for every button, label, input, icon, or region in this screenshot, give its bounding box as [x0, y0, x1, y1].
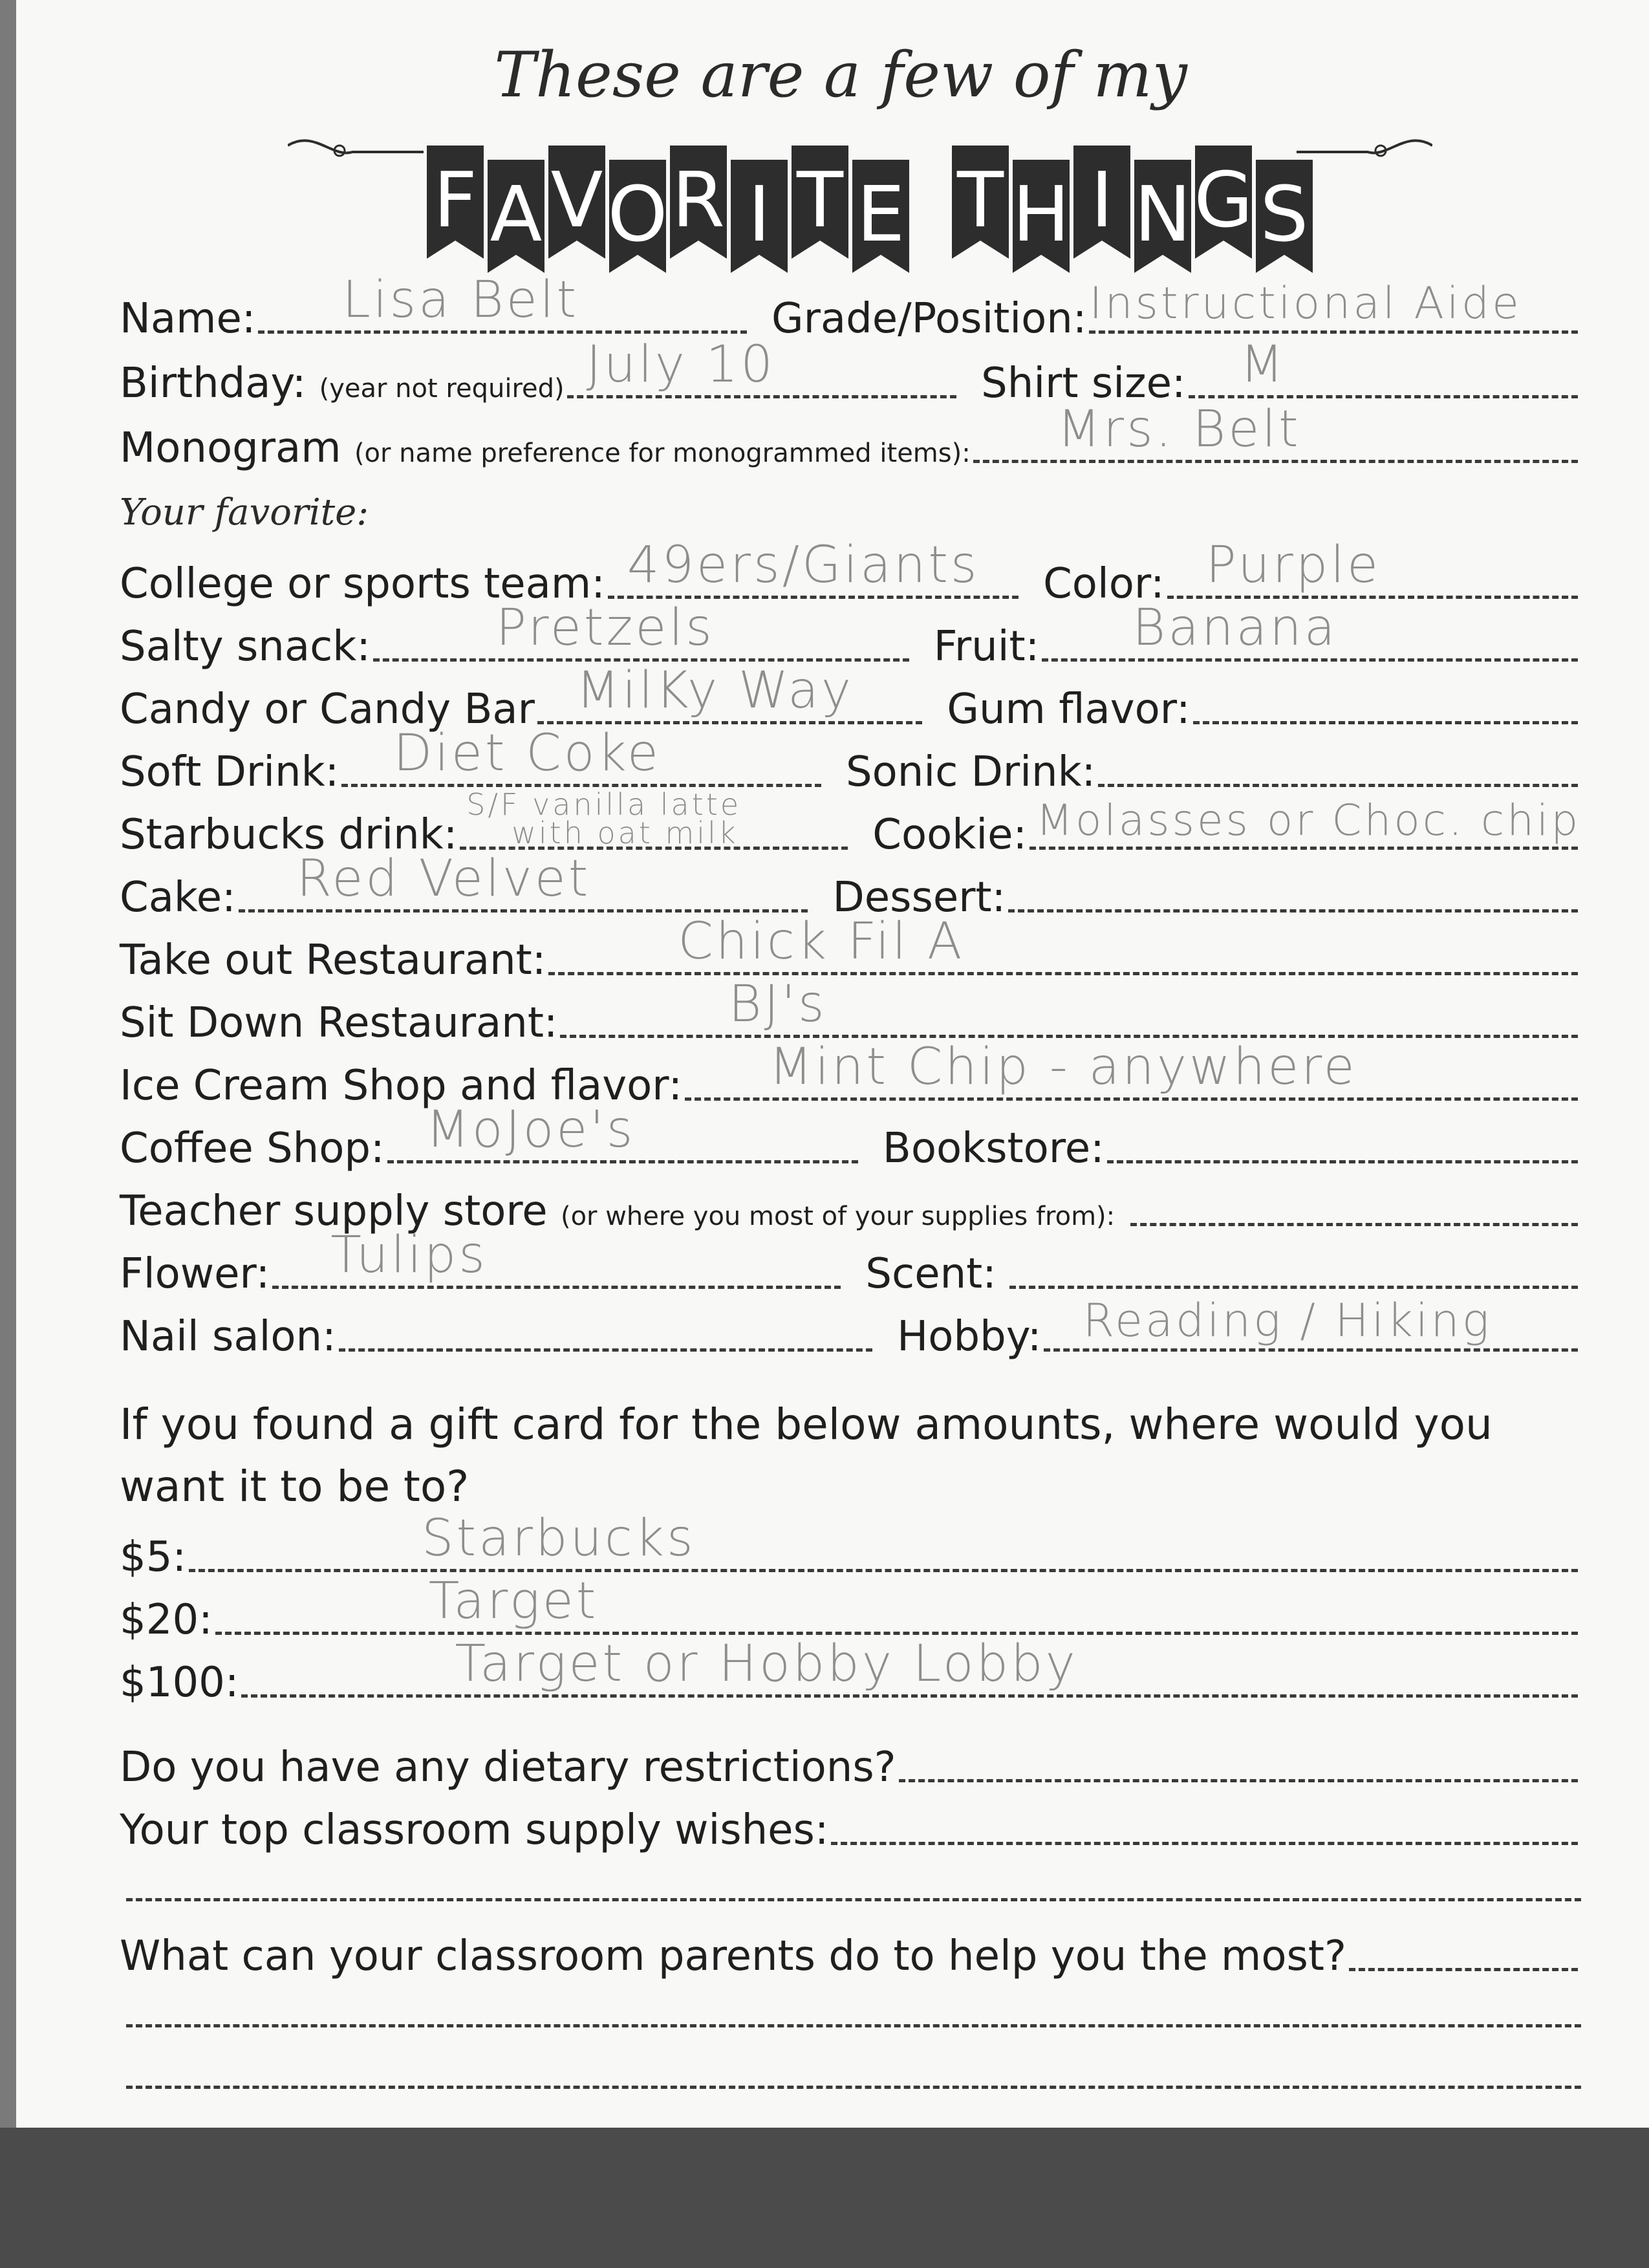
parents-extra-line-2[interactable]	[126, 2086, 1581, 2089]
salty-field[interactable]	[373, 599, 909, 662]
icecream-label: Ice Cream Shop and flavor:	[120, 1062, 683, 1110]
pennant-letter: T	[956, 155, 1004, 244]
dietary-label: Do you have any dietary restrictions?	[120, 1744, 896, 1791]
candy-field[interactable]	[537, 662, 922, 724]
pennant-letter: T	[796, 155, 844, 244]
shirt-field[interactable]	[1189, 336, 1579, 398]
starbucks-value-line1: S/F vanilla latte	[466, 787, 742, 822]
row-soft-sonic	[120, 724, 1584, 796]
gift-100-value: Target or Hobby Lobby	[455, 1635, 1078, 1693]
pennant-letter: G	[1194, 155, 1253, 244]
giftcard-question: If you found a gift card for the below amounts, where would you want it to be to?	[120, 1399, 1493, 1511]
row-takeout	[120, 913, 1584, 984]
starbucks-field[interactable]	[460, 787, 848, 850]
gift-20-field[interactable]	[215, 1572, 1578, 1635]
pennant-letter: S	[1260, 169, 1309, 259]
dietary-field[interactable]	[899, 1740, 1578, 1782]
nail-field[interactable]	[339, 1310, 873, 1352]
row-dietary	[120, 1733, 1584, 1791]
salty-value: Pretzels	[495, 599, 715, 657]
takeout-value: Chick Fil A	[678, 913, 965, 971]
cake-value: Red Velvet	[296, 850, 591, 908]
gift-20-value: Target	[428, 1572, 599, 1630]
grade-value: Instructional Aide	[1089, 278, 1522, 329]
bookstore-label: Bookstore:	[882, 1125, 1105, 1172]
fruit-label: Fruit:	[933, 623, 1040, 671]
banner-pennants	[427, 146, 1313, 273]
row-coffee-bookstore	[120, 1101, 1584, 1172]
parents-extra-line-1[interactable]	[126, 2024, 1581, 2027]
candy-label: Candy or Candy Bar	[120, 686, 535, 733]
pennant-letter: V	[550, 155, 603, 244]
hobby-field[interactable]	[1044, 1294, 1578, 1352]
gift-20-label: $20:	[120, 1596, 213, 1644]
name-label: Name:	[120, 295, 256, 343]
team-value: 49ers/Giants	[627, 536, 980, 594]
row-candy-gum	[120, 662, 1584, 733]
row-team-color	[120, 536, 1584, 608]
cookie-value: Molasses or Choc. chip	[1036, 795, 1581, 845]
monogram-value: Mrs. Belt	[1057, 400, 1301, 459]
starbucks-value-line2: with oat milk	[512, 815, 738, 850]
soft-drink-field[interactable]	[341, 724, 821, 787]
coffee-field[interactable]	[387, 1101, 858, 1163]
gum-field[interactable]	[1193, 682, 1578, 724]
grade-field[interactable]	[1089, 278, 1578, 334]
dessert-label: Dessert:	[832, 874, 1006, 922]
scan-edge	[0, 0, 16, 2128]
row-icecream	[120, 1038, 1584, 1110]
soft-drink-value: Diet Coke	[393, 724, 661, 783]
fruit-value: Banana	[1132, 599, 1338, 657]
pennant-letter: F	[433, 155, 477, 244]
row-parents	[120, 1922, 1584, 1980]
candy-value: MilKy Way	[576, 662, 854, 720]
supply-note: (or where you most of your supplies from):	[560, 1202, 1116, 1231]
nail-label: Nail salon:	[120, 1313, 336, 1361]
row-wishes	[120, 1796, 1584, 1854]
cake-field[interactable]	[239, 850, 808, 913]
birthday-note: (year not required)	[319, 374, 565, 404]
cookie-label: Cookie:	[872, 811, 1028, 859]
sonic-field[interactable]	[1098, 745, 1578, 787]
starbucks-label: Starbucks drink:	[120, 811, 458, 859]
monogram-field[interactable]	[973, 400, 1578, 463]
takeout-label: Take out Restaurant:	[120, 936, 546, 984]
icecream-value: Mint Chip - anywhere	[769, 1038, 1357, 1096]
row-birthday	[120, 336, 1584, 407]
pennant-letter: N	[1134, 169, 1192, 259]
pennant-letter: E	[856, 169, 905, 259]
sonic-label: Sonic Drink:	[845, 748, 1096, 796]
shirt-value: M	[1240, 336, 1286, 394]
cake-label: Cake:	[120, 874, 236, 922]
birthday-label: Birthday: (year not required)	[120, 360, 565, 407]
scent-field[interactable]	[1009, 1247, 1578, 1289]
team-label: College or sports team:	[120, 560, 605, 608]
scent-label: Scent:	[865, 1250, 997, 1298]
name-value: Lisa Belt	[342, 271, 579, 329]
pennant-letter: O	[607, 169, 668, 259]
shirt-label: Shirt size:	[981, 360, 1186, 407]
row-name	[120, 271, 1584, 343]
wishes-field[interactable]	[831, 1803, 1578, 1845]
pennant-letter: A	[490, 169, 543, 259]
sitdown-label: Sit Down Restaurant:	[120, 999, 558, 1047]
birthday-value: July 10	[586, 336, 775, 394]
gift-5-value: Starbucks	[422, 1509, 696, 1568]
favorites-heading: Your favorite:	[120, 491, 369, 534]
color-value: Purple	[1205, 536, 1381, 594]
row-flower-scent	[120, 1226, 1584, 1298]
sitdown-value: BJ's	[728, 975, 827, 1033]
icecream-field[interactable]	[685, 1038, 1578, 1101]
grade-label: Grade/Position:	[771, 295, 1087, 343]
team-field[interactable]	[608, 536, 1018, 599]
gift-5-label: $5:	[120, 1533, 186, 1581]
cookie-field[interactable]	[1029, 795, 1581, 850]
flower-label: Flower:	[120, 1250, 270, 1298]
soft-drink-label: Soft Drink:	[120, 748, 339, 796]
supply-field[interactable]	[1130, 1184, 1578, 1226]
name-field[interactable]	[258, 271, 747, 334]
dessert-field[interactable]	[1008, 870, 1578, 913]
gift-5-field[interactable]	[189, 1509, 1578, 1572]
supply-label: Teacher supply store (or where you most of your supplies from):	[120, 1187, 1116, 1235]
coffee-value: MoJoe's	[426, 1101, 636, 1159]
parents-label: What can your classroom parents do to help you the most?	[120, 1932, 1346, 1980]
monogram-note: (or name preference for monogrammed items):	[354, 438, 971, 468]
hobby-value: Reading / Hiking	[1083, 1294, 1492, 1347]
bookstore-field[interactable]	[1107, 1121, 1578, 1163]
takeout-field[interactable]	[548, 913, 1578, 975]
flower-value: Tulips	[330, 1226, 488, 1284]
favorite-things-banner	[288, 133, 1432, 288]
coffee-label: Coffee Shop:	[120, 1125, 385, 1172]
form-script-title: These are a few of my	[494, 39, 1187, 111]
hobby-label: Hobby:	[897, 1313, 1042, 1361]
row-gift-5	[120, 1509, 1584, 1581]
pennant-letter: H	[1012, 169, 1070, 259]
wishes-extra-line[interactable]	[126, 1898, 1581, 1901]
scanner-bottom-band	[0, 2128, 1649, 2268]
color-label: Color:	[1043, 560, 1165, 608]
wishes-label: Your top classroom supply wishes:	[120, 1806, 829, 1854]
salty-label: Salty snack:	[120, 623, 371, 671]
fruit-field[interactable]	[1042, 599, 1578, 662]
monogram-label: Monogram (or name preference for monogrammed items):	[120, 424, 971, 472]
parents-field[interactable]	[1349, 1929, 1578, 1971]
gift-100-label: $100:	[120, 1659, 239, 1707]
form-sheet	[16, 0, 1649, 2128]
pennant-letter: R	[672, 155, 725, 244]
row-monogram	[120, 400, 1584, 472]
gum-label: Gum flavor:	[947, 686, 1191, 733]
pennant-letter: I	[748, 169, 771, 259]
sitdown-field[interactable]	[560, 975, 1578, 1038]
row-nail-hobby	[120, 1294, 1584, 1361]
gift-100-field[interactable]	[241, 1635, 1578, 1698]
pennant-letter: I	[1090, 155, 1114, 244]
row-gift-100	[120, 1635, 1584, 1707]
color-field[interactable]	[1167, 536, 1578, 599]
birthday-field[interactable]	[567, 336, 957, 398]
flower-field[interactable]	[272, 1226, 841, 1289]
